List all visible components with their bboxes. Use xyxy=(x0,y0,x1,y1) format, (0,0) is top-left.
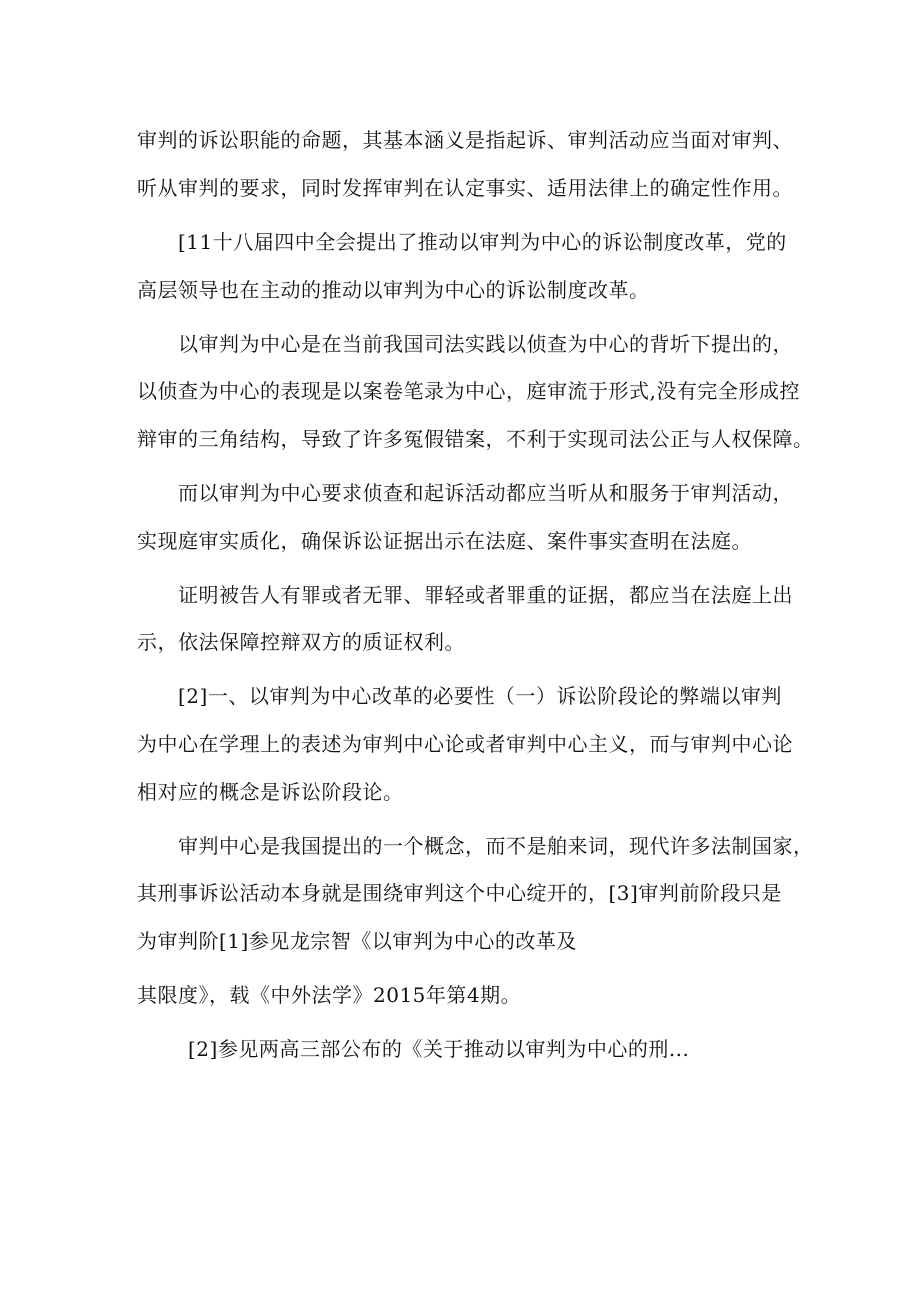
paragraph-line: 以审判为中心是在当前我国司法实践以侦查为中心的背圻下提出的， xyxy=(178,332,793,356)
paragraph-line: 相对应的概念是诉讼阶段论。 xyxy=(137,780,404,804)
paragraph-line: 而以审判为中心要求侦查和起诉活动都应当听从和服务于审判活动， xyxy=(178,481,793,505)
paragraph-line: [11十八届四中全会提出了推动以审判为中心的诉讼制度改革，党的 xyxy=(178,230,787,254)
paragraph-line: [2]一、以审判为中心改革的必要性（一）诉讼阶段论的弊端以审判 xyxy=(178,684,782,708)
paragraph-line: 审判的诉讼职能的命题，其基本涵义是指起诉、审判活动应当面对审判、 xyxy=(137,128,793,152)
paragraph-line: 实现庭审实质化，确保诉讼证据出示在法庭、案件事实查明在法庭。 xyxy=(137,529,752,553)
paragraph-line: 听从审判的要求，同时发挥审判在认定事实、适用法律上的确定性作用。 xyxy=(137,176,793,200)
paragraph-line: 示，依法保障控辩双方的质证权利。 xyxy=(137,630,465,654)
paragraph-line: 证明被告人有罪或者无罪、罪轻或者罪重的证据，都应当在法庭上出 xyxy=(178,583,793,607)
footnote-line: 其限度》，载《中外法学》2015年第4期。 xyxy=(137,983,522,1007)
paragraph-line: 高层领导也在主动的推动以审判为中心的诉讼制度改革。 xyxy=(137,278,650,302)
footnote-line: [2]参见两高三部公布的《关于推动以审判为中心的刑... xyxy=(188,1037,690,1061)
paragraph-line: 以侦查为中心的表现是以案卷笔录为中心，庭审流于形式,没有完全形成控 xyxy=(137,379,800,403)
paragraph-line: 辩审的三角结构，导致了许多冤假错案，不利于实现司法公正与人权保障。 xyxy=(137,427,814,451)
paragraph-line: 为审判阶[1]参见龙宗智《以审判为中心的改革及 xyxy=(137,929,577,953)
paragraph-line: 审判中心是我国提出的一个概念，而不是舶来词，现代许多法制国家， xyxy=(178,834,814,858)
paragraph-line: 其刑事诉讼活动本身就是围绕审判这个中心绽开的，[3]审判前阶段只是 xyxy=(137,881,782,905)
paragraph-line: 为中心在学理上的表述为审判中心论或者审判中心主义，而与审判中心论 xyxy=(137,732,793,756)
